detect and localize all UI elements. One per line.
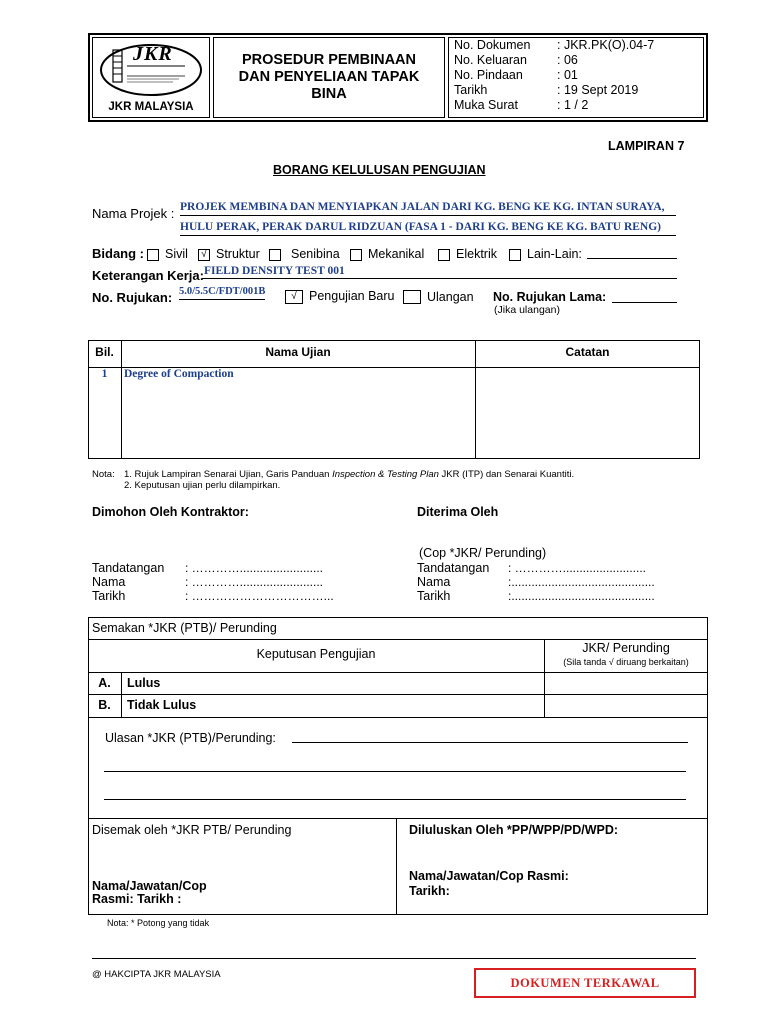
lampiran-label: LAMPIRAN 7	[608, 139, 685, 153]
nota-line-2: 2. Keputusan ujian perlu dilampirkan.	[124, 480, 281, 491]
jkr-perunding-note: (Sila tanda √ diruang berkaitan)	[563, 657, 689, 667]
nota-potong: Nota: * Potong yang tidak	[107, 918, 210, 928]
checkbox-pengujian-baru[interactable]	[285, 290, 303, 304]
org-label: JKR MALAYSIA	[108, 101, 194, 113]
diterima-title: Diterima Oleh	[417, 505, 499, 519]
disemak-nama-line-1: Nama/Jawatan/Cop	[92, 879, 207, 893]
row-a-code: A.	[98, 676, 111, 690]
row-a-mark-cell[interactable]	[545, 673, 707, 694]
left-nama-label: Nama	[92, 575, 126, 589]
option-sivil-label: Sivil	[165, 247, 188, 261]
disemak-nama-line-2: Rasmi: Tarikh :	[92, 892, 182, 906]
right-nama-label: Nama	[417, 575, 451, 589]
meta-value-pindaan: : 01	[557, 68, 578, 82]
project-line-1: PROJEK MEMBINA DAN MENYIAPKAN JALAN DARI KG. BENG KE KG. INTAN SURAYA,	[180, 201, 676, 216]
project-label: Nama Projek :	[92, 206, 175, 221]
row-b-code: B.	[98, 698, 111, 712]
right-nama-field[interactable]: :...........................................	[508, 575, 655, 589]
checkbox-struktur[interactable]	[198, 249, 210, 261]
lain-lain-field[interactable]	[587, 258, 677, 259]
row-nama-ujian: Degree of Compaction	[124, 368, 234, 380]
copyright-text: @ HAKCIPTA JKR MALAYSIA	[92, 969, 221, 980]
row-a-label: Lulus	[127, 676, 161, 690]
document-title: PROSEDUR PEMBINAAN DAN PENYELIAAN TAPAK BINA	[238, 52, 420, 102]
checkbox-sivil[interactable]	[147, 249, 159, 261]
title-cell	[213, 37, 445, 118]
right-tandatangan-field[interactable]: : ………….........................	[508, 561, 647, 575]
keterangan-label: Keterangan Kerja:	[92, 268, 204, 283]
semakan-line-4	[88, 717, 708, 718]
checkbox-elektrik[interactable]	[438, 249, 450, 261]
left-tandatangan-field[interactable]: : ………….........................	[185, 561, 324, 575]
nota-line-1-italic: Inspection & Testing Plan	[332, 469, 439, 480]
ulasan-line-3[interactable]	[104, 799, 686, 800]
ulangan-label: Ulangan	[427, 290, 474, 304]
checkbox-senibina[interactable]	[269, 249, 281, 261]
disemak-label: Disemak oleh *JKR PTB/ Perunding	[92, 823, 292, 837]
meta-label-dokumen: No. Dokumen	[454, 38, 531, 52]
semakan-line-5	[88, 818, 708, 819]
project-line-2: HULU PERAK, PERAK DARUL RIDZUAN (FASA 1 - DARI KG. BENG KE KG. BATU RENG)	[180, 221, 676, 236]
nota-line-1	[124, 469, 574, 480]
meta-value-keluaran: : 06	[557, 53, 578, 67]
cop-label: (Cop *JKR/ Perunding)	[419, 546, 547, 560]
jkr-perunding-header: JKR/ Perunding	[582, 641, 670, 655]
row-b-mark-cell[interactable]	[545, 695, 707, 716]
header-nama-ujian: Nama Ujian	[265, 345, 331, 359]
header-catatan: Catatan	[565, 345, 610, 359]
keterangan-value[interactable]: FIELD DENSITY TEST 001	[202, 265, 677, 279]
meta-label-tarikh: Tarikh	[454, 83, 488, 97]
meta-label-muka: Muka Surat	[454, 98, 518, 112]
option-struktur-label: Struktur	[216, 247, 260, 261]
rujukan-lama-note: (Jika ulangan)	[494, 304, 560, 316]
diluluskan-label: Diluluskan Oleh *PP/WPP/PD/WPD:	[409, 823, 619, 837]
left-tandatangan-label: Tandatangan	[92, 561, 165, 575]
semakan-title: Semakan *JKR (PTB)/ Perunding	[92, 621, 277, 635]
controlled-document-stamp	[474, 968, 696, 998]
right-tarikh-label: Tarikh	[417, 589, 451, 603]
meta-value-dokumen: : JKR.PK(O).04-7	[557, 38, 655, 52]
ulasan-label: Ulasan *JKR (PTB)/Perunding:	[105, 731, 276, 745]
semakan-line-1	[88, 639, 708, 640]
diluluskan-tarikh: Tarikh:	[409, 884, 450, 898]
ulasan-line-2[interactable]	[104, 771, 686, 772]
meta-value-muka: : 1 / 2	[557, 98, 589, 112]
checkbox-lain-lain[interactable]	[509, 249, 521, 261]
right-tandatangan-label: Tandatangan	[417, 561, 490, 575]
stamp-text: DOKUMEN TERKAWAL	[510, 975, 660, 990]
dimohon-title: Dimohon Oleh Kontraktor:	[92, 505, 249, 519]
left-tarikh-label: Tarikh	[92, 589, 126, 603]
meta-label-keluaran: No. Keluaran	[454, 53, 527, 67]
meta-label-pindaan: No. Pindaan	[454, 68, 523, 82]
semakan-col-bottom	[396, 818, 397, 915]
footer-rule	[92, 958, 696, 959]
left-tarikh-field[interactable]: : ……………………………...	[185, 589, 334, 603]
option-senibina-label: Senibina	[291, 247, 340, 261]
nota-prefix: Nota:	[92, 469, 115, 480]
row-bil: 1	[101, 368, 108, 380]
logo-cell	[92, 37, 210, 118]
rujukan-lama-field[interactable]	[612, 302, 677, 303]
nota-line-1-b: JKR (ITP) dan Senarai Kuantiti.	[438, 469, 575, 480]
option-lain-lain-label: Lain-Lain:	[527, 247, 582, 261]
rujukan-label: No. Rujukan:	[92, 290, 173, 305]
check-mark-icon: √	[201, 249, 207, 260]
semakan-col-code	[121, 672, 122, 717]
meta-cell	[448, 37, 704, 118]
bidang-label: Bidang :	[92, 246, 144, 261]
keputusan-header: Keputusan Pengujian	[256, 647, 376, 661]
rujukan-lama-label: No. Rujukan Lama:	[493, 290, 607, 304]
rujukan-value[interactable]: 5.0/5.5C/FDT/001B	[179, 286, 265, 300]
pengujian-baru-label: Pengujian Baru	[309, 289, 395, 303]
option-elektrik-label: Elektrik	[456, 247, 497, 261]
ulasan-line-1[interactable]	[292, 742, 688, 743]
option-mekanikal-label: Mekanikal	[368, 247, 425, 261]
form-title: BORANG KELULUSAN PENGUJIAN	[273, 163, 486, 177]
checkbox-ulangan[interactable]	[403, 290, 421, 304]
header-bil: Bil.	[95, 345, 114, 359]
right-tarikh-field[interactable]: :...........................................	[508, 589, 655, 603]
left-nama-field[interactable]: : ………….........................	[185, 575, 324, 589]
checkbox-mekanikal[interactable]	[350, 249, 362, 261]
row-b-label: Tidak Lulus	[127, 698, 197, 712]
diluluskan-nama: Nama/Jawatan/Cop Rasmi:	[409, 869, 569, 883]
meta-value-tarikh: : 19 Sept 2019	[557, 83, 639, 97]
check-mark-icon: √	[291, 291, 297, 302]
logo-text: JKR	[133, 43, 173, 65]
nota-line-1-a: 1. Rujuk Lampiran Senarai Ujian, Garis Panduan	[124, 469, 333, 480]
